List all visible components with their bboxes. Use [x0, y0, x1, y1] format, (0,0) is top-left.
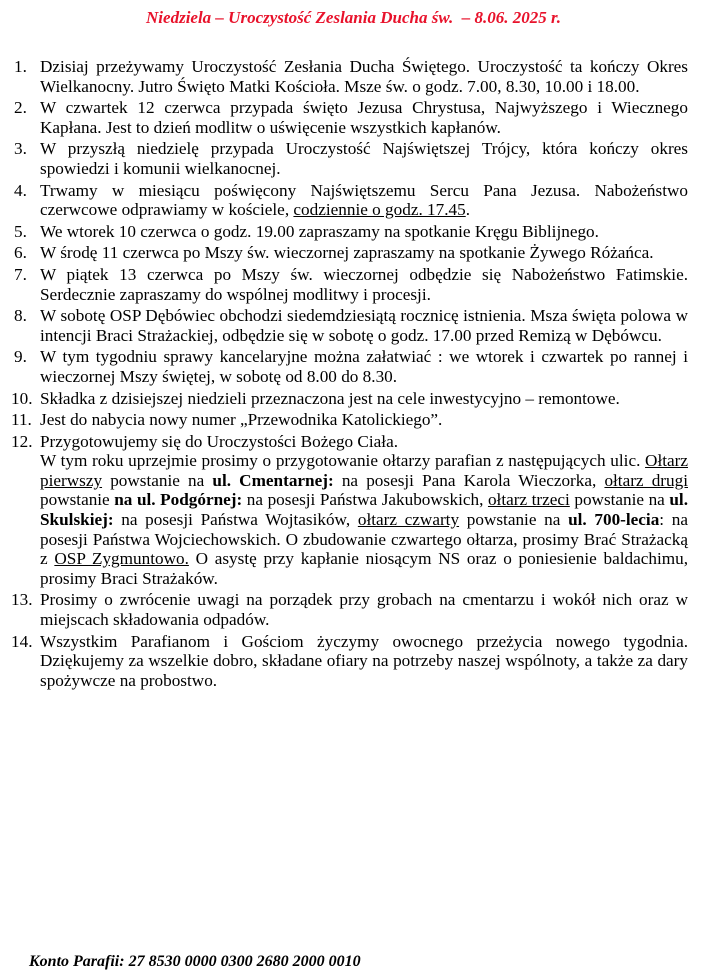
item-number: 2.	[14, 98, 27, 118]
street-name: ul. Skulskiej:	[40, 490, 689, 530]
paragraph-text: W tym roku uprzejmie prosimy o przygotowanie ołtarzy parafian z następujących ulic.	[40, 451, 646, 471]
street-name: na ul. Podgórnej:	[114, 490, 243, 510]
item-text: Prosimy o zwrócenie uwagi na porządek przy grobach na cmentarzu i wokół nich oraz w miejscach składowania odpadów.	[40, 590, 688, 630]
announcement-item	[0, 139, 707, 178]
announcement-item	[0, 347, 707, 386]
announcement-item	[0, 265, 707, 304]
item-text: W piątek 13 czerwca po Mszy św. wieczornej odbędzie się Nabożeństwo Fatimskie. Serdecznie zapraszamy do wspólnej modlitwy i procesji.	[40, 264, 688, 304]
item-text: Przygotowujemy się do Uroczystości Bożego Ciała.	[40, 431, 399, 451]
paragraph-text: : na posesji Państwa Wojciechowskich. O zbudowanie czwartego ołtarza, prosimy Brać Strażacką z	[40, 510, 688, 569]
item-number: 12.	[11, 431, 33, 451]
paragraph-text: powstanie na	[102, 470, 213, 490]
announcements-list	[0, 57, 707, 692]
announcement-item	[0, 632, 707, 691]
item-number: 5.	[14, 221, 27, 241]
announcement-item	[0, 306, 707, 345]
item-underlined-text: codziennie o godz. 17.45	[293, 200, 466, 220]
fire-brigade-name: OSP Zygmuntowo.	[54, 549, 189, 569]
item-text: Wszystkim Parafianom i Gościom życzymy owocnego przeżycia nowego tygodnia. Dziękujemy za wszelkie dobro, składane ofiary na potrzeby naszej wspólnoty, a także za dary spożywcze na probostwo.	[40, 631, 688, 690]
item-text: W przyszłą niedzielę przypada Uroczystość Najświętszej Trójcy, która kończy okres spowiedzi i komunii wielkanocnej.	[40, 139, 688, 178]
item-text: W czwartek 12 czerwca przypada święto Jezusa Chrystusa, Najwyższego i Wiecznego Kapłana. Jest to dzień modlitw o uświęcenie wszystkich kapłanów.	[40, 98, 688, 137]
paragraph-text: na posesji Państwa Wojtasików,	[113, 510, 358, 530]
altar-label: ołtarz trzeci	[487, 490, 570, 510]
page-title: Niedziela – Uroczystość Zeslania Ducha św. – 8.06. 2025 r.	[146, 8, 561, 27]
item-text: Dzisiaj przeżywamy Uroczystość Zesłania Ducha Świętego. Uroczystość ta kończy Okres Wielkanocny. Jutro Święto Matki Kościoła. Msze św. o godz. 7.00, 8.30, 10.00 i 18.00.	[40, 57, 688, 96]
paragraph-text: powstanie	[40, 490, 115, 510]
announcement-item	[0, 389, 707, 409]
item-text: W tym tygodniu sprawy kancelaryjne można załatwiać : we wtorek i czwartek po rannej i wieczornej Mszy świętej, w sobotę od 8.00 do 8.30.	[40, 347, 688, 386]
item-number: 10.	[11, 388, 33, 408]
altar-label: ołtarz czwarty	[357, 510, 460, 530]
street-name: ul. 700-lecia	[568, 510, 660, 530]
announcement-item	[0, 181, 707, 220]
item-number: 9.	[14, 347, 27, 367]
parish-account-number: Konto Parafii: 27 8530 0000 0300 2680 2000 0010	[29, 953, 361, 970]
item-text: Jest do nabycia nowy numer „Przewodnika Katolickiego”.	[40, 410, 443, 430]
announcement-item	[0, 222, 707, 242]
announcement-item	[0, 432, 707, 589]
paragraph-text: powstanie na	[459, 510, 569, 530]
announcement-item	[0, 98, 707, 137]
item-tail-text: .	[465, 200, 471, 220]
item-number: 14.	[11, 631, 33, 651]
item-text: W środę 11 czerwca po Mszy św. wieczornej zapraszamy na spotkanie Żywego Różańca.	[40, 243, 654, 263]
announcement-item	[0, 57, 707, 96]
item-number: 13.	[11, 590, 33, 610]
street-name: ul. Cmentarnej:	[212, 470, 334, 490]
item-number: 1.	[14, 57, 27, 76]
item-text: Trwamy w miesiącu poświęcony Najświętszemu Sercu Pana Jezusa. Nabożeństwo czerwcowe odprawiamy w kościele,	[40, 180, 688, 220]
paragraph-text: O asystę przy kapłanie niosącym NS oraz o poniesienie baldachimu, prosimy Braci Strażaków.	[40, 549, 689, 588]
item-number: 11.	[11, 410, 32, 430]
item-number: 8.	[14, 306, 27, 326]
item-number: 6.	[14, 243, 27, 263]
item-number: 7.	[14, 264, 27, 284]
item-number: 3.	[14, 139, 27, 159]
paragraph-text: na posesji Państwa Jakubowskich,	[242, 490, 488, 510]
altar-label: ołtarz drugi	[604, 470, 688, 490]
announcement-item	[0, 410, 707, 430]
item-text: W sobotę OSP Dębówiec obchodzi siedemdziesiątą rocznicę istnienia. Msza święta polowa w intencji Braci Strażackiej, odbędzie się w sobotę o godz. 17.00 przed Remizą w Dębówcu.	[40, 306, 688, 345]
announcement-item	[0, 590, 707, 629]
item-number: 4.	[14, 180, 27, 200]
altar-label: Ołtarz pierwszy	[40, 451, 688, 490]
paragraph-text: powstanie na	[569, 490, 670, 510]
announcement-item	[0, 243, 707, 263]
paragraph-text: na posesji Pana Karola Wieczorka,	[333, 470, 605, 490]
item-text: Składka z dzisiejszej niedzieli przeznaczona jest na cele inwestycyjno – remontowe.	[40, 388, 620, 408]
corpus-christi-paragraph	[40, 451, 688, 588]
item-text: We wtorek 10 czerwca o godz. 19.00 zapraszamy na spotkanie Kręgu Biblijnego.	[40, 221, 599, 241]
